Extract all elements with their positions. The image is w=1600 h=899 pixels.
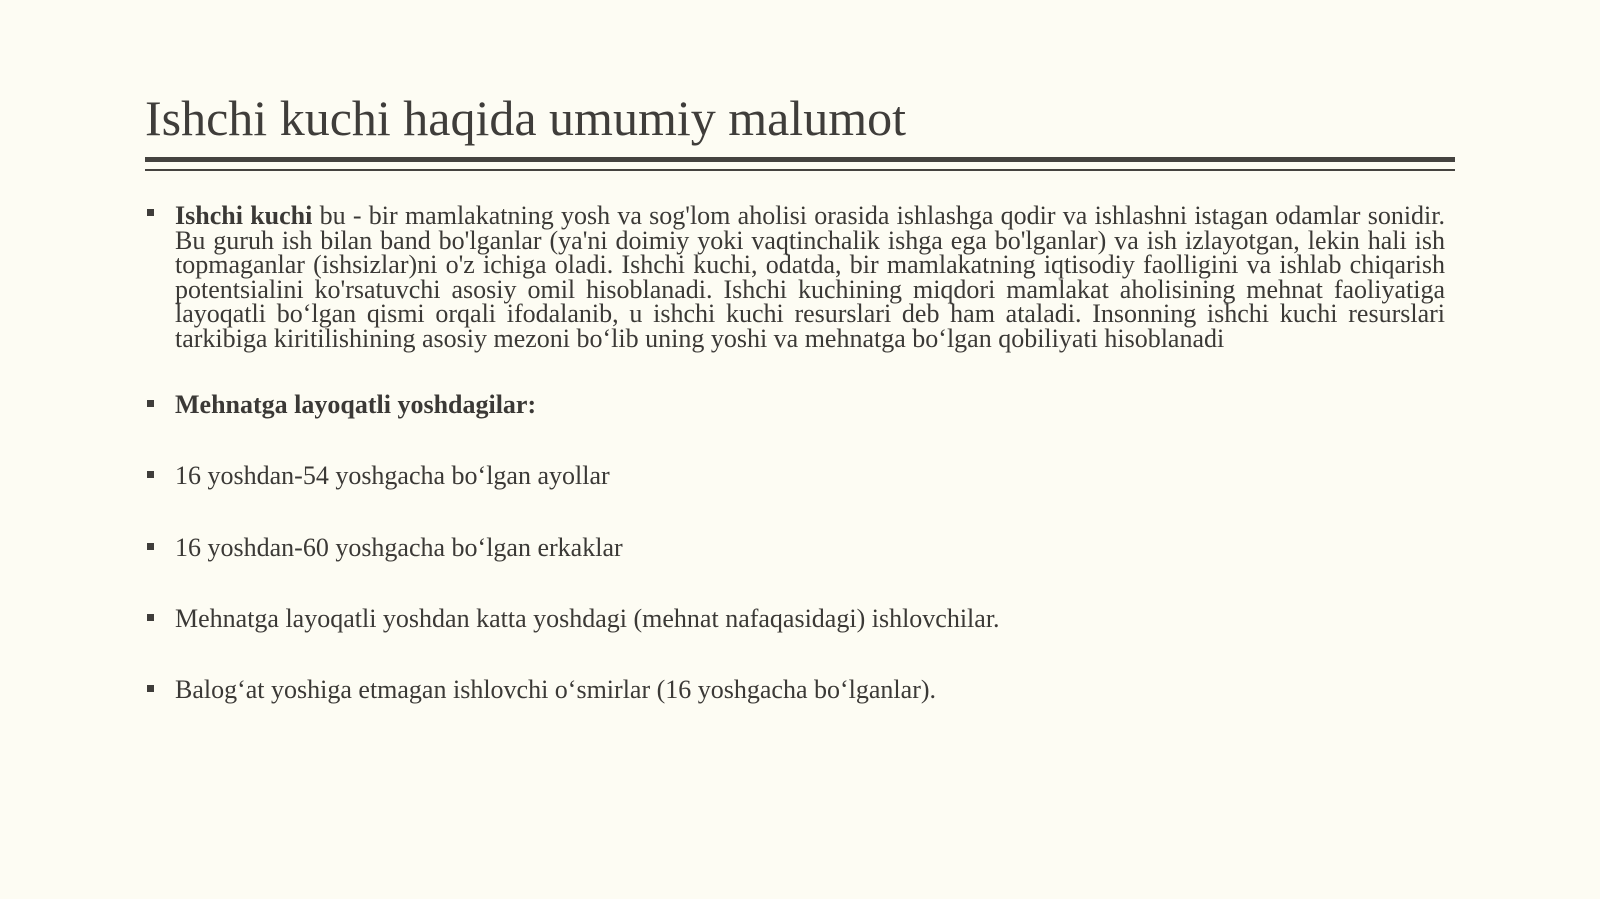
bullet-marker <box>147 209 154 216</box>
bullet-text: 16 yoshdan-60 yoshgacha bo‘lgan erkaklar <box>175 533 623 562</box>
bullet-definition-text: bu - bir mamlakatning yosh va sog'lom aholisi orasida ishlashga qodir va ishlashni istagan odamlar sonidir. Bu guruh ish bilan band bo'lganlar (ya'ni doimiy yoki vaqtinchalik ishga ega bo'lganlar) va ish izlayotgan, lekin hali ish topmaganlar (ishsizlar)ni o'z ichiga oladi. Ishchi kuchi, odatda, bir mamlakatning iqtisodiy faolligini va ishlab chiqarish potentsialini ko'rsatuvchi asosiy omil hisoblanadi. Ishchi kuchining miqdori mamlakat aholisining mehnat faoliyatiga layoqatli bo‘lgan qismi orqali ifodalanib, u ishchi kuchi resurslari deb ham ataladi. Insonning ishchi kuchi resurslari tarkibiga kiritilishining asosiy mezoni bo‘lib uning yoshi va mehnatga bo‘lgan qobiliyati hisoblanadi <box>175 201 1445 353</box>
bullet-marker <box>147 543 154 550</box>
title-divider-thin <box>145 169 1455 171</box>
bullet-text: Balog‘at yoshiga etmagan ishlovchi o‘smirlar (16 yoshgacha bo‘lganlar). <box>175 675 937 704</box>
bullet-marker <box>147 685 154 692</box>
title-divider-thick <box>145 157 1455 162</box>
bullet-marker <box>147 400 154 407</box>
bullet-text <box>175 201 1445 353</box>
bullet-text: Mehnatga layoqatli yoshdagilar: <box>175 390 537 419</box>
bullet-marker <box>147 471 154 478</box>
slide-title: Ishchi kuchi haqida umumiy malumot <box>145 90 906 146</box>
bullet-text: Mehnatga layoqatli yoshdan katta yoshdagi (mehnat nafaqasidagi) ishlovchilar. <box>175 604 1000 633</box>
bullet-lead-term: Ishchi kuchi <box>175 201 313 230</box>
bullet-marker <box>147 614 154 621</box>
bullet-text: 16 yoshdan-54 yoshgacha bo‘lgan ayollar <box>175 461 610 490</box>
